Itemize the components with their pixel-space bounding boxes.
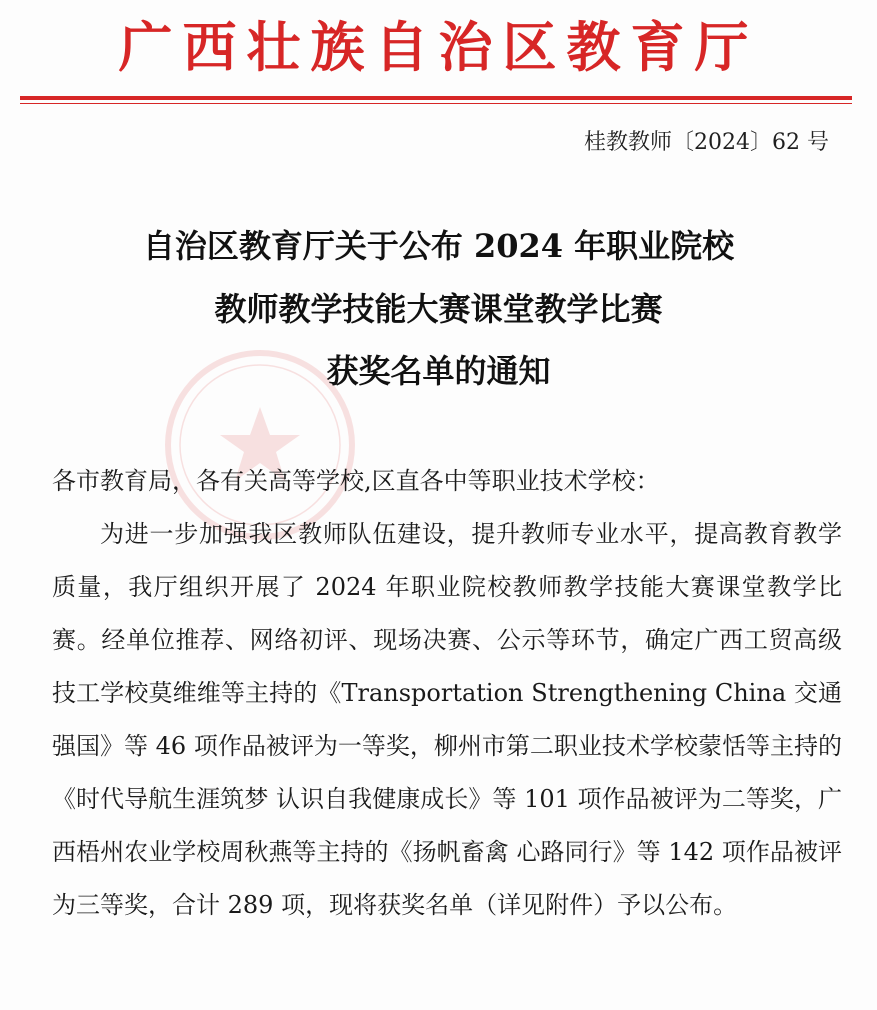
- body-paragraph: 为进一步加强我区教师队伍建设，提升教师专业水平，提高教育教学质量，我厅组织开展了 2024 年职业院校教师教学技能大赛课堂教学比赛。经单位推荐、网络初评、现场决赛、公示等环节，确定广西工贸高级技工学校莫维维等主持的《Transportation Strengthening China 交通强国》等 46 项作品被评为一等奖，柳州市第二职业技术学校蒙恬等主持的《时代导航生涯筑梦 认识自我健康成长》等 101 项作品被评为二等奖，广西梧州农业学校周秋燕等主持的《扬帆畜禽 心路同行》等 142 项作品被评为三等奖，合计 289 项，现将获奖名单（详见附件）予以公布。: [52, 520, 842, 919]
- document-title-line-3: 获奖名单的通知: [326, 352, 551, 390]
- document-title-line-2: 教师教学技能大赛课堂教学比赛: [214, 290, 663, 328]
- document-number: 桂教教师〔2024〕62 号: [584, 130, 829, 155]
- document-title-line-1: 自治区教育厅关于公布 2024 年职业院校: [142, 227, 735, 265]
- header-red-rule: [20, 96, 852, 100]
- issuing-organization: 广西壮族自治区教育厅: [118, 15, 759, 79]
- document-body: [52, 455, 842, 932]
- header-red-rule-thin: [20, 103, 852, 104]
- salutation: 各市教育局，各有关高等学校,区直各中等职业技术学校：: [52, 467, 660, 495]
